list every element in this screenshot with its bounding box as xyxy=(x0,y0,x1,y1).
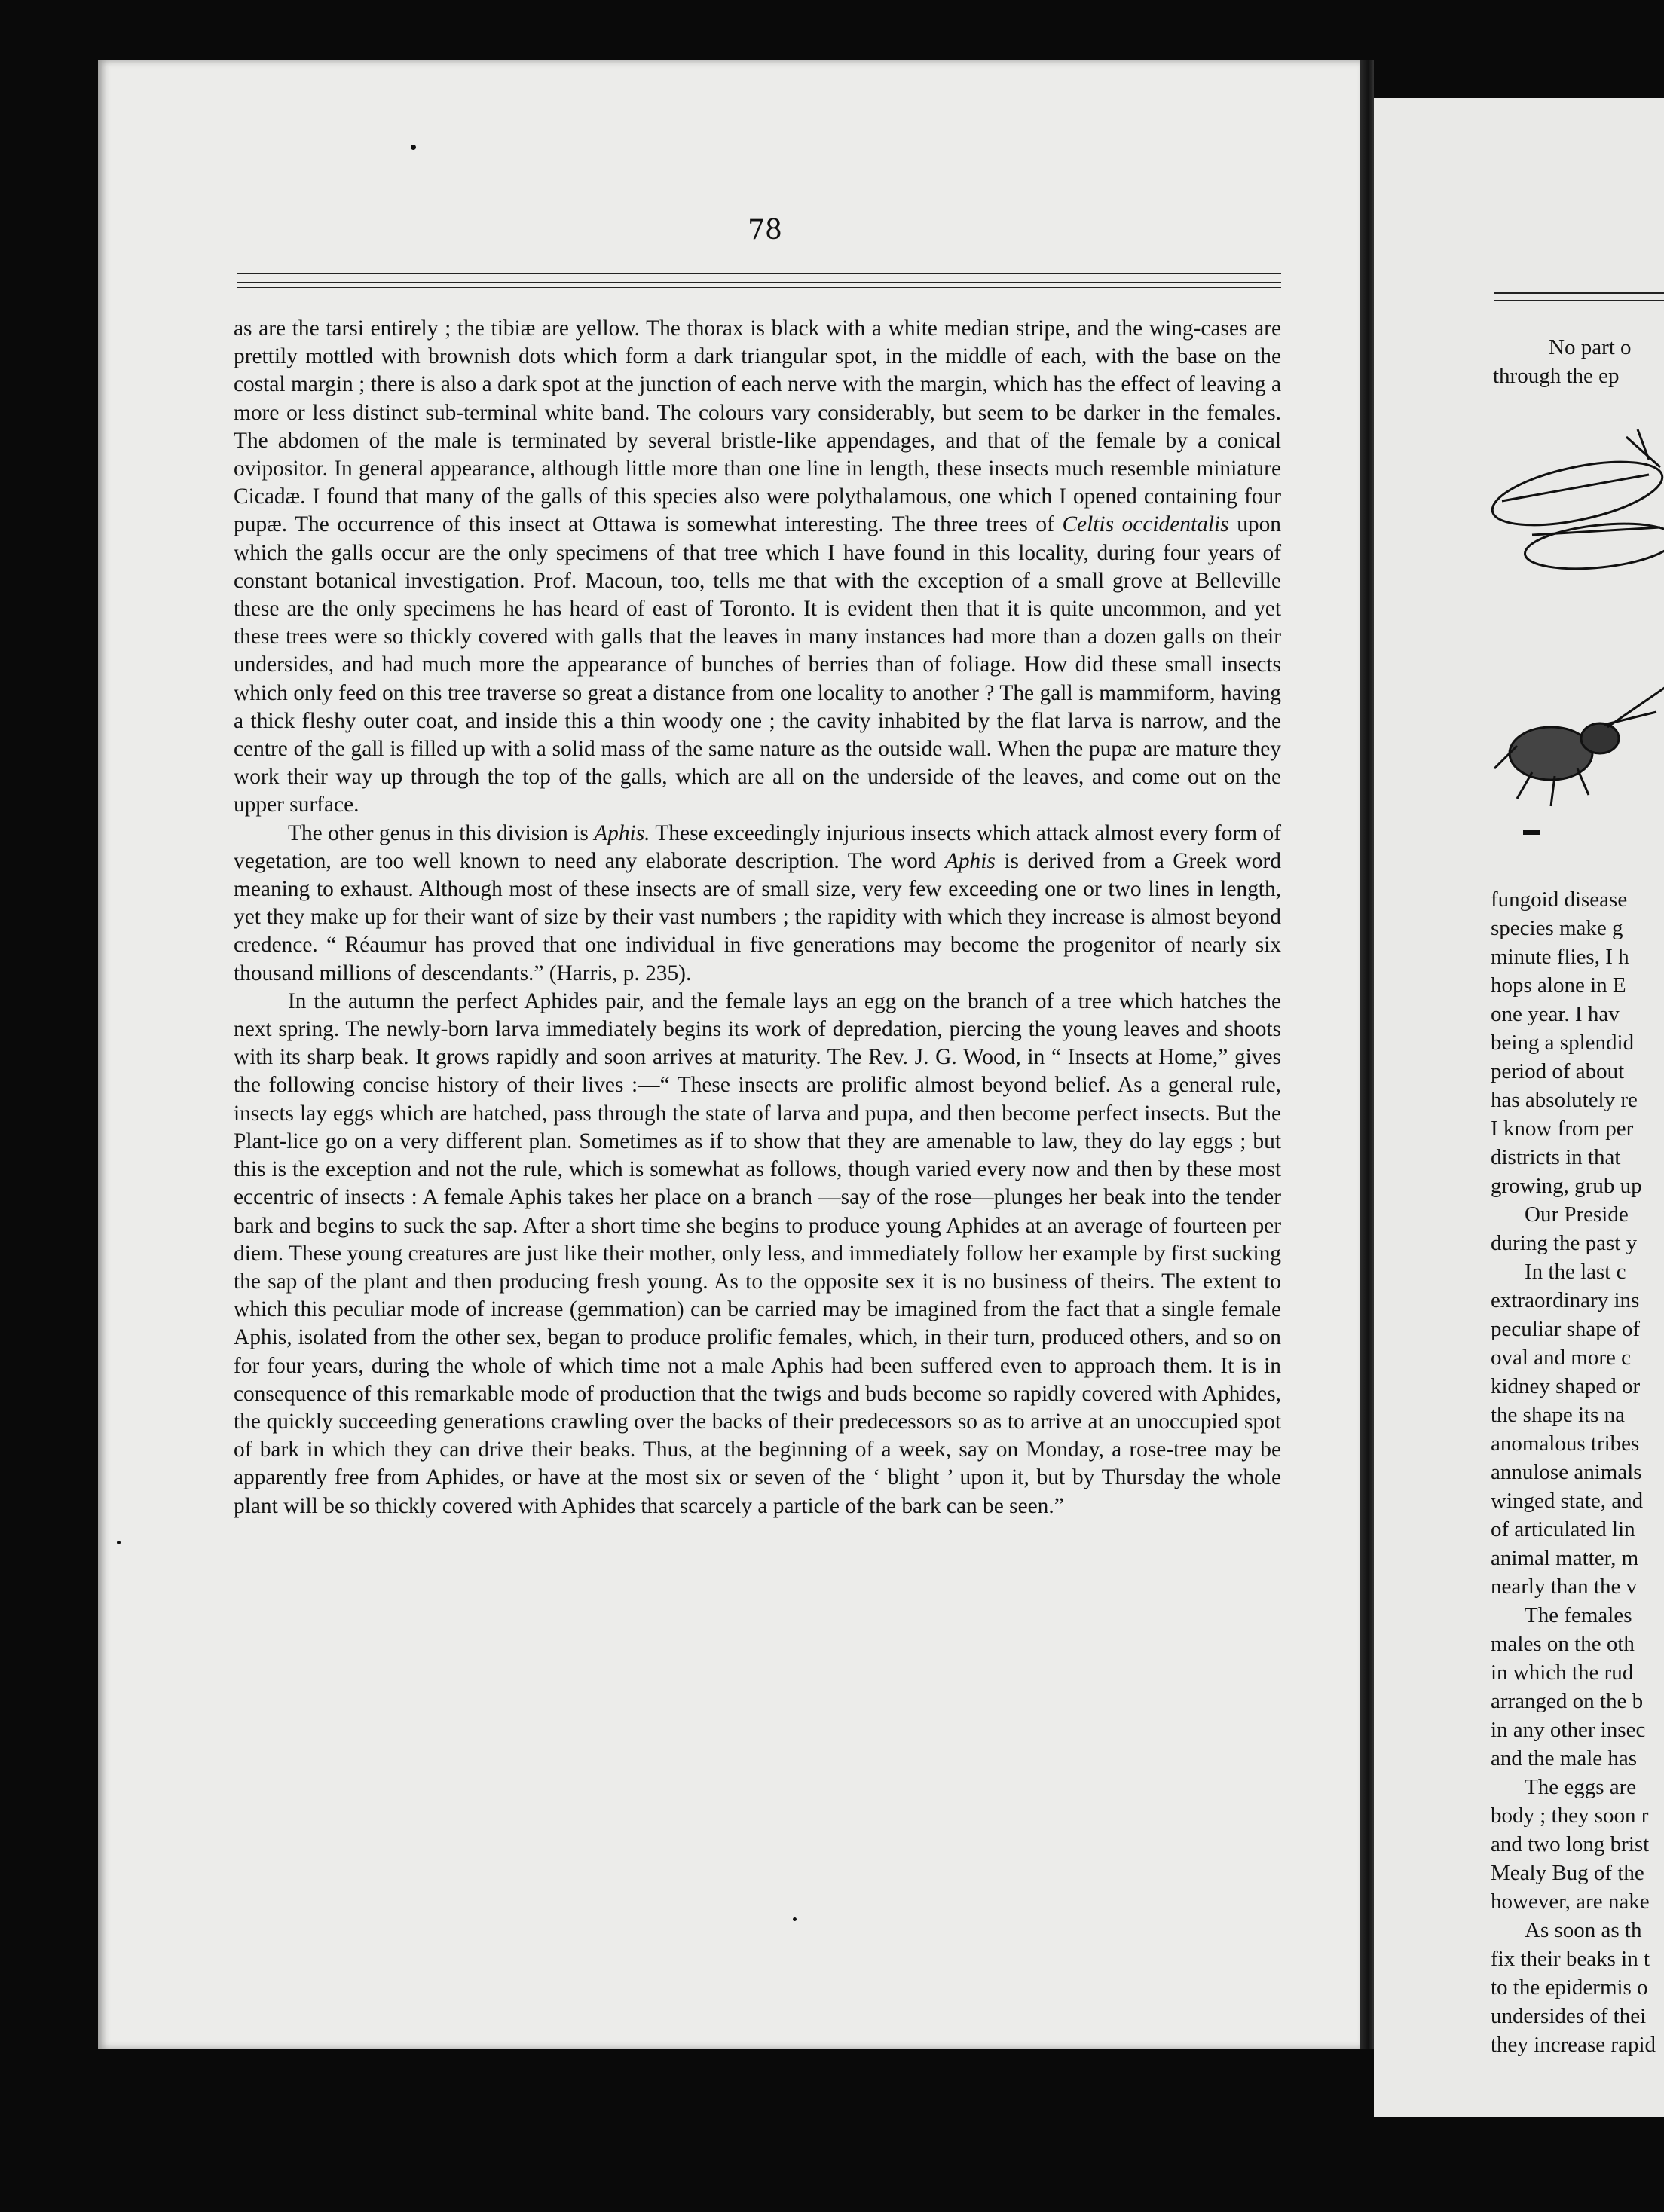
right-text-line: extraordinary ins xyxy=(1491,1288,1640,1312)
right-text-line: animal matter, m xyxy=(1491,1546,1639,1570)
right-text-line: growing, grub up xyxy=(1491,1174,1642,1198)
book-gutter xyxy=(1360,60,1374,2049)
header-rule xyxy=(1494,300,1664,301)
ink-speck xyxy=(793,1917,797,1921)
right-text-line: they increase rapid xyxy=(1491,2033,1656,2057)
right-text-line: body ; they soon r xyxy=(1491,1804,1649,1828)
right-text-line: No part o xyxy=(1549,335,1632,359)
header-rule xyxy=(1494,292,1664,294)
right-text-line: districts in that xyxy=(1491,1145,1621,1169)
right-text-line: I know from per xyxy=(1491,1117,1634,1141)
right-text-line: nearly than the v xyxy=(1491,1575,1638,1599)
header-rule-bottom-2 xyxy=(237,287,1281,288)
right-text-line: fungoid disease xyxy=(1491,888,1628,912)
right-text-line: In the last c xyxy=(1525,1260,1626,1284)
right-text-line: males on the oth xyxy=(1491,1632,1635,1656)
right-text-line: As soon as th xyxy=(1525,1918,1642,1942)
right-text-line: peculiar shape of xyxy=(1491,1317,1641,1341)
right-text-line: undersides of thei xyxy=(1491,2004,1647,2028)
right-text-line: oval and more c xyxy=(1491,1346,1632,1370)
right-text-line: annulose animals xyxy=(1491,1460,1642,1484)
right-text-line: through the ep xyxy=(1493,364,1620,388)
right-text-line: has absolutely re xyxy=(1491,1088,1638,1112)
right-text-line: kidney shaped or xyxy=(1491,1374,1641,1398)
right-text-line: fix their beaks in t xyxy=(1491,1947,1650,1971)
right-text-line: being a splendid xyxy=(1491,1031,1635,1055)
right-text-line: Our Preside xyxy=(1525,1202,1629,1227)
page-number: 78 xyxy=(748,215,782,246)
right-text-line: and two long brist xyxy=(1491,1832,1650,1856)
paragraph: as are the tarsi entirely ; the tibiæ are yellow. The thorax is black with a white median stripe, and the wing-cases are prettily mottled with brownish dots which form a dark triangular spot, in the middle of each, with the base on the costal margin ; there is also a dark spot at the junction of each nerve with the margin, which has the effect of leaving a more or less distinct sub-terminal white band. The colours vary considerably, but seem to be darker in the females. The abdomen of the male is terminated by several bristle-like appendages, and that of the female by a conical ovipositor. In general appearance, although little more than one line in length, these insects much resemble miniature Cicadæ. I found that many of the galls of this species also were polythalamous, one which I opened containing four pupæ. The occurrence of this insect at Ottawa is somewhat interesting. The three trees of Celtis occidentalis upon which the galls occur are the only specimens of that tree which I have found in this locality, during four years of constant botanical investigation. Prof. Macoun, too, tells me that with the exception of a small grove at Belleville these are the only specimens he has heard of east of Toronto. It is evident then that it is quite uncommon, and yet these trees were so thickly covered with galls that the leaves in many instances had more than a dozen galls on their undersides, and had much more the appearance of bunches of berries than of foliage. How did these small insects which only feed on this tree traverse so great a distance from one locality to another ? The gall is mammiform, having a thick fleshy outer coat, and inside this a thin woody one ; the cavity inhabited by the flat larva is narrow, and the centre of the gall is filled up with a solid mass of the same nature as the outside wall. When the pupæ are mature they work their way up through the top of the galls, which are all on the underside of the leaves, and come out on the upper surface. xyxy=(234,316,1281,817)
right-text-line: one year. I hav xyxy=(1491,1002,1620,1026)
right-page xyxy=(1374,98,1664,2117)
right-text-line: The females xyxy=(1525,1603,1632,1627)
right-text-line: of articulated lin xyxy=(1491,1517,1635,1541)
right-text-line: in which the rud xyxy=(1491,1661,1634,1685)
paragraph: In the autumn the perfect Aphides pair, and the female lays an egg on the branch of a tree which hatches the next spring. The newly-born larva immediately begins its work of depredation, piercing the young leaves and shoots with its sharp beak. It grows rapidly and soon arrives at maturity. The Rev. J. G. Wood, in “ Insects at Home,” gives the following concise history of their lives :—“ These insects are prolific almost beyond belief. As a general rule, insects lay eggs which are hatched, pass through the state of larva and pupa, and then become perfect insects. But the Plant-lice go on a very different plan. Sometimes as if to show that they are amenable to law, they do lay eggs ; but this is the exception and not the rule, which is somewhat as follows, though varied every now and then by these most eccentric of insects : A female Aphis takes her place on a branch —say of the rose—plunges her beak into the tender bark and begins to suck the sap. After a short time she begins to produce young Aphides at an average of fourteen per diem. These young creatures are just like their mother, only less, and immediately follow her example by first sucking the sap of the plant and then producing fresh young. As to the opposite sex it is no business of theirs. The extent to which this peculiar mode of increase (gemmation) can be carried may be imagined from the fact that a single female Aphis, isolated from the other sex, began to produce prolific females, which, in their turn, produced others, and so on for four years, during the whole of which time not a male Aphis had been suffered even to approach them. It is in consequence of this remarkable mode of production that the twigs and buds become so rapidly covered with Aphides, the quickly succeeding generations crawling over the backs of their predecessors so as to arrive at an unoccupied spot of bark in which they can drive their beaks. Thus, at the beginning of a week, say on Monday, a rose-tree may be apparently free from Aphides, or have at the most six or seven of the ‘ blight ’ upon it, but by Thursday the whole plant will be so thickly covered with Aphides that scarcely a particle of the bark can be seen.” xyxy=(234,988,1281,1518)
right-text-line: in any other insec xyxy=(1491,1718,1646,1742)
body-text xyxy=(234,315,1281,1520)
right-text-line: species make g xyxy=(1491,916,1623,940)
right-text-line: hops alone in E xyxy=(1491,973,1626,998)
right-text-line: the shape its na xyxy=(1491,1403,1625,1427)
right-text-line: during the past y xyxy=(1491,1231,1638,1255)
right-text-line: The eggs are xyxy=(1525,1775,1637,1799)
right-text-line: minute flies, I h xyxy=(1491,945,1629,969)
paragraph: The other genus in this division is Aphis. These exceedingly injurious insects which attack almost every form of vegetation, are too well known to need any elaborate description. The word Aphis is derived from a Greek word meaning to exhaust. Although most of these insects are of small size, very few exceeding one or two lines in length, yet they make up for their want of size by their vast numbers ; the rapidity with which they increase is almost beyond credence. “ Réaumur has proved that one individual in five generations may become the progenitor of nearly six thousand millions of descendants.” (Harris, p. 235). xyxy=(234,820,1282,985)
right-text-line: arranged on the b xyxy=(1491,1689,1644,1713)
right-text-line: however, are nake xyxy=(1491,1890,1650,1914)
right-text-line: and the male has xyxy=(1491,1746,1638,1771)
right-text-line: anomalous tribes xyxy=(1491,1431,1640,1456)
aphis-illustration xyxy=(1487,414,1664,851)
ink-speck xyxy=(117,1541,121,1544)
right-text-line: period of about xyxy=(1491,1059,1625,1083)
header-rule-bottom xyxy=(237,282,1281,283)
right-text-line: to the epidermis o xyxy=(1491,1975,1648,2000)
right-text-line: winged state, and xyxy=(1491,1489,1644,1513)
header-rule-top xyxy=(237,273,1281,274)
right-text-line: Mealy Bug of the xyxy=(1491,1861,1644,1885)
ink-speck xyxy=(411,145,416,150)
